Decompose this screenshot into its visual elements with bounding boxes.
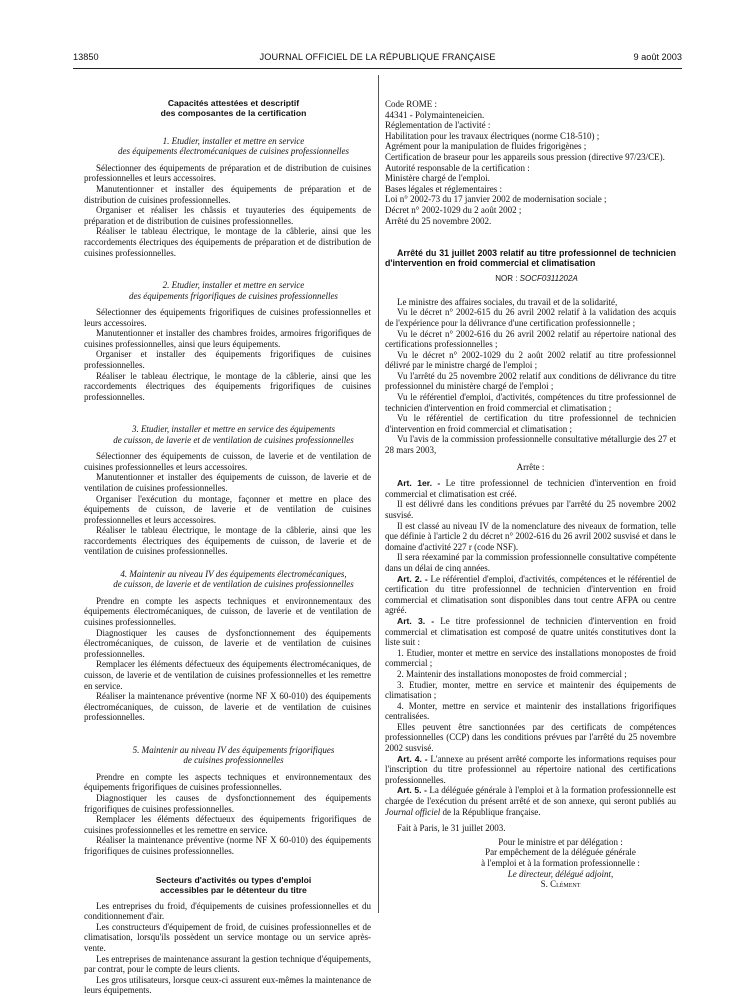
nor-code: SOCF0311202A: [519, 274, 578, 284]
article-label: Art. 4. -: [397, 753, 428, 764]
text-line: Habilitation pour les travaux électriques (norme C18-510) ;: [385, 130, 600, 141]
paragraph: Réaliser la maintenance préventive (norme NF X 60-010) des équipements frigorifiques de cuisines professionnelles.: [84, 835, 371, 856]
paragraph: Vu le référentiel d'emploi, d'activités, compétences du titre professionnel de technicien d'intervention en froid commercial et climatisation ;: [385, 392, 676, 413]
article-text: de la République française.: [442, 806, 541, 817]
page-header: [73, 52, 682, 66]
section-heading: des composantes de la certification: [160, 108, 307, 118]
article-text: Le titre professionnel de technicien d'intervention en froid commercial et climatisation est composé de quatre unités constitutives dont la liste suit :: [385, 615, 676, 648]
journal-title: JOURNAL OFFICIEL DE LA RÉPUBLIQUE FRANÇAISE: [259, 52, 496, 62]
subsection-title: des équipements frigorifiques de cuisines professionnelles: [129, 290, 338, 301]
paragraph: Manutentionner et installer des équipements de cuisson, de laverie et de ventilation de cuisines professionnelles.: [84, 472, 371, 493]
text-line: Code ROME :: [385, 99, 438, 109]
article-text: Le référentiel d'emploi, d'activités, compétences et le référentiel de certification du titre professionnel de technicien d'intervention en froid commercial et climatisation sont disponibles dans tout centre AFPA ou centre agréé.: [385, 573, 676, 616]
text-line: Décret n° 2002-1029 du 2 août 2002 ;: [385, 204, 522, 215]
list-item: 3. Etudier, monter, mettre en service et maintenir des équipements de climatisation ;: [385, 679, 676, 701]
text-line: Arrêté du 25 novembre 2002.: [385, 215, 492, 226]
subsection-title: 5. Maintenir au niveau IV des équipements frigorifiques: [132, 745, 335, 755]
paragraph: Réaliser le tableau électrique, le montage de la câblerie, ainsi que les raccordements électriques des équipements frigorifiques de cuisines professionnelles.: [84, 370, 371, 402]
text-line: 44341 - Polymainteneicien.: [385, 109, 485, 120]
paragraph: Vu l'arrêté du 25 novembre 2002 relatif aux conditions de délivrance du titre professionnel du ministère chargé de l'emploi ;: [385, 370, 676, 392]
paragraph: Vu le décret n° 2002-616 du 26 avril 2002 relatif au répertoire national des certifications professionnelles ;: [385, 328, 676, 350]
paragraph: Vu le décret n° 2002-615 du 26 avril 2002 relatif à la validation des acquis de l'expérience pour la délivrance d'une certification professionnelle ;: [385, 307, 676, 328]
text-line: Ministère chargé de l'emploi.: [385, 173, 490, 184]
subsection-title: de cuisson, de laverie et de ventilation de cuisines professionnelles: [113, 579, 354, 590]
paragraph: Manutentionner et installer des chambres froides, armoires frigorifiques de cuisines professionnelles, ainsi que leurs équipements.: [84, 328, 371, 349]
left-column: [84, 98, 371, 996]
paragraph: Réaliser le tableau électrique, le montage de la câblerie, ainsi que les raccordements électriques des équipements de préparation et de distribution de cuisines professionnelles.: [84, 226, 371, 258]
paragraph: Prendre en compte les aspects techniques et environnementaux des équipements électromécaniques, de cuisson, de laverie et de ventilation de cuisines professionnelles.: [84, 595, 371, 628]
signature-date: Fait à Paris, le 31 juillet 2003.: [397, 823, 506, 834]
signature-line: Par empêchement de la déléguée générale: [485, 847, 636, 858]
right-column: [385, 99, 676, 890]
paragraph: Vu l'avis de la commission professionnelle consultative métallurgie des 27 et 28 mars 2003,: [385, 434, 676, 456]
paragraph: Sélectionner des équipements frigorifiques de cuisines professionnelles et leurs accessoires.: [84, 306, 371, 328]
paragraph: Le ministre des affaires sociales, du travail et de la solidarité,: [397, 296, 618, 307]
paragraph: Sélectionner des équipements de cuisson, de laverie et de ventilation de cuisines professionnelles et leurs accessoires.: [84, 451, 371, 472]
article-label: Art. 3. -: [397, 615, 435, 626]
arrete-heading: Arrête :: [516, 461, 545, 472]
article-label: Art. 5. -: [397, 785, 427, 796]
paragraph: Réaliser la maintenance préventive (norme NF X 60-010) des équipements électromécaniques, de cuisson, de laverie et de ventilation de cuisines professionnelles.: [84, 691, 371, 723]
article-1: [385, 478, 676, 499]
paragraph: Il est délivré dans les conditions prévues par l'arrêté du 25 novembre 2002 susvisé.: [385, 499, 676, 520]
decree-title: Arrêté du 31 juillet 2003 relatif au titre professionnel de technicien d'intervention en froid commercial et climatisation: [385, 248, 676, 269]
paragraph: Il est classé au niveau IV de la nomenclature des niveaux de formation, telle que définie à l'article 2 du décret n° 2002-616 du 26 avril 2002 susvisé et dans le domaine d'activité 227 r (code NSF).: [385, 520, 676, 552]
article-label: Art. 1er. -: [397, 478, 441, 489]
subsection-title: de cuisson, de laverie et de ventilation de cuisines professionnelles: [113, 434, 354, 445]
paragraph: Diagnostiquer les causes de dysfonctionnement des équipements frigorifiques de cuisines professionnelles.: [84, 793, 371, 814]
list-item: 2. Maintenir des installations monopostes de froid commercial ;: [397, 668, 627, 679]
paragraph: Les entreprises de maintenance assurant la gestion technique d'équipements, par contrat, pour le compte de leurs clients.: [84, 953, 371, 975]
paragraph: Remplacer les éléments défectueux des équipements électromécaniques, de cuisson, de laverie et de ventilation de cuisines professionnelles et les remettre en service.: [84, 659, 371, 691]
text-line: Agrément pour la manipulation de fluides frigorigènes ;: [385, 141, 587, 152]
article-label: Art. 2. -: [397, 573, 428, 584]
subsection-title: des équipements électromécaniques de cuisines professionnelles: [117, 146, 350, 157]
issue-date: 9 août 2003: [633, 52, 682, 62]
signature-line: à l'emploi et à la formation professionnelle :: [481, 858, 640, 868]
subsection-title: de cuisines professionnelles: [183, 755, 284, 766]
paragraph: Manutentionner et installer des équipements de préparation et de distribution de cuisines professionnelles.: [84, 184, 371, 205]
nor-label: NOR :: [495, 274, 518, 284]
paragraph: Les entreprises du froid, d'équipements de cuisines professionnelles et du conditionnement d'air.: [84, 900, 371, 922]
article-5: [385, 785, 676, 817]
subsection-title: 1. Etudier, installer et mettre en service: [162, 136, 305, 146]
text-line: Réglementation de l'activité :: [385, 120, 491, 131]
article-2: [385, 574, 676, 616]
text-line: Certification de braseur pour les appareils sous pression (directive 97/23/CE).: [385, 151, 665, 162]
subsection-title: 4. Maintenir au niveau IV des équipements électromécaniques,: [120, 569, 347, 580]
subsection-title: 2. Etudier, installer et mettre en service: [162, 280, 305, 291]
paragraph: Elles peuvent être sanctionnées par des certificats de compétences professionnelles (CCP) dans les conditions prévues par l'arrêté du 25 novembre 2002 susvisé.: [385, 721, 676, 754]
signature-line: Pour le ministre et par délégation :: [498, 836, 623, 847]
article-text: Le titre professionnel de technicien d'intervention en froid commercial et climatisation est créé.: [385, 478, 676, 499]
signatory-name: S. Clément: [540, 879, 581, 890]
paragraph: Remplacer les éléments défectueux des équipements frigorifiques de cuisines professionnelles et les remettre en service.: [84, 814, 371, 835]
signature-title: Le directeur, délégué adjoint,: [507, 868, 614, 879]
article-4: [385, 754, 676, 786]
paragraph: Diagnostiquer les causes de dysfonctionnement des équipements électromécaniques, de cuisson, de laverie et de ventilation de cuisines professionnelles.: [84, 627, 371, 659]
list-item: 4. Monter, mettre en service et maintenir des installations frigorifiques centralisées.: [385, 700, 676, 722]
column-divider: [378, 75, 379, 913]
paragraph: Organiser et installer des équipements frigorifiques de cuisines professionnelles.: [84, 349, 371, 370]
subsection-title: 3. Etudier, installer et mettre en service des équipements: [131, 424, 336, 435]
section-heading: Secteurs d'activités ou types d'emploi: [155, 874, 312, 885]
text-line: Autorité responsable de la certification :: [385, 162, 530, 173]
list-item: 1. Etudier, monter et mettre en service des installations monopostes de froid commercial ;: [385, 647, 676, 669]
page-number: 13850: [73, 52, 99, 62]
article-text: La déléguée générale à l'emploi et à la formation professionnelle est chargée de l'exécution du présent arrêté et de son annexe, qui seront publiés au: [385, 785, 676, 807]
paragraph: Sélectionner des équipements de préparation et de distribution de cuisines professionnelles et leurs accessoires.: [84, 162, 371, 184]
paragraph: Les gros utilisateurs, lorsque ceux-ci assurent eux-mêmes la maintenance de leurs équipements.: [84, 974, 371, 996]
paragraph: Les constructeurs d'équipement de froid, de cuisines professionnelles et de climatisation, lorsqu'ils possèdent un service montage ou un service après-vente.: [84, 921, 371, 953]
article-text: L'annexe au présent arrêté comporte les informations requises pour l'inscription du titre professionnel au répertoire national des certifications professionnelles.: [385, 753, 676, 785]
text-line: Loi n° 2002-73 du 17 janvier 2002 de modernisation sociale ;: [385, 194, 607, 205]
section-heading: accessibles par le détenteur du titre: [160, 884, 307, 895]
text-line: Bases légales et réglementaires :: [385, 183, 502, 194]
journal-officiel: Journal officiel: [385, 806, 441, 817]
paragraph: Organiser l'exécution du montage, façonner et mettre en place des équipements de cuisson, de laverie et de ventilation de cuisines professionnelles et leurs accessoires.: [84, 493, 371, 525]
paragraph: Organiser et réaliser les châssis et tuyauteries des équipements de préparation et de distribution de cuisines professionnelles.: [84, 205, 371, 226]
section-heading: Capacités attestées et descriptif: [167, 98, 300, 108]
paragraph: Vu le référentiel de certification du titre professionnel de technicien d'intervention en froid commercial et climatisation ;: [385, 413, 676, 434]
paragraph: Réaliser le tableau électrique, le montage de la câblerie, ainsi que les raccordements électriques des équipements de cuisson, de laverie et de ventilation de cuisines professionnelles.: [84, 525, 371, 557]
paragraph: Prendre en compte les aspects techniques et environnementaux des équipements frigorifiques de cuisines professionnelles.: [84, 771, 371, 793]
nor-reference: [385, 274, 676, 285]
article-3: [385, 616, 676, 648]
paragraph: Il sera réexaminé par la commission professionnelle consultative compétente dans un délai de cinq années.: [385, 552, 676, 573]
header-rule: [73, 68, 682, 69]
paragraph: Vu le décret n° 2002-1029 du 2 août 2002 relatif au titre professionnel délivré par le ministre chargé de l'emploi ;: [385, 349, 676, 371]
